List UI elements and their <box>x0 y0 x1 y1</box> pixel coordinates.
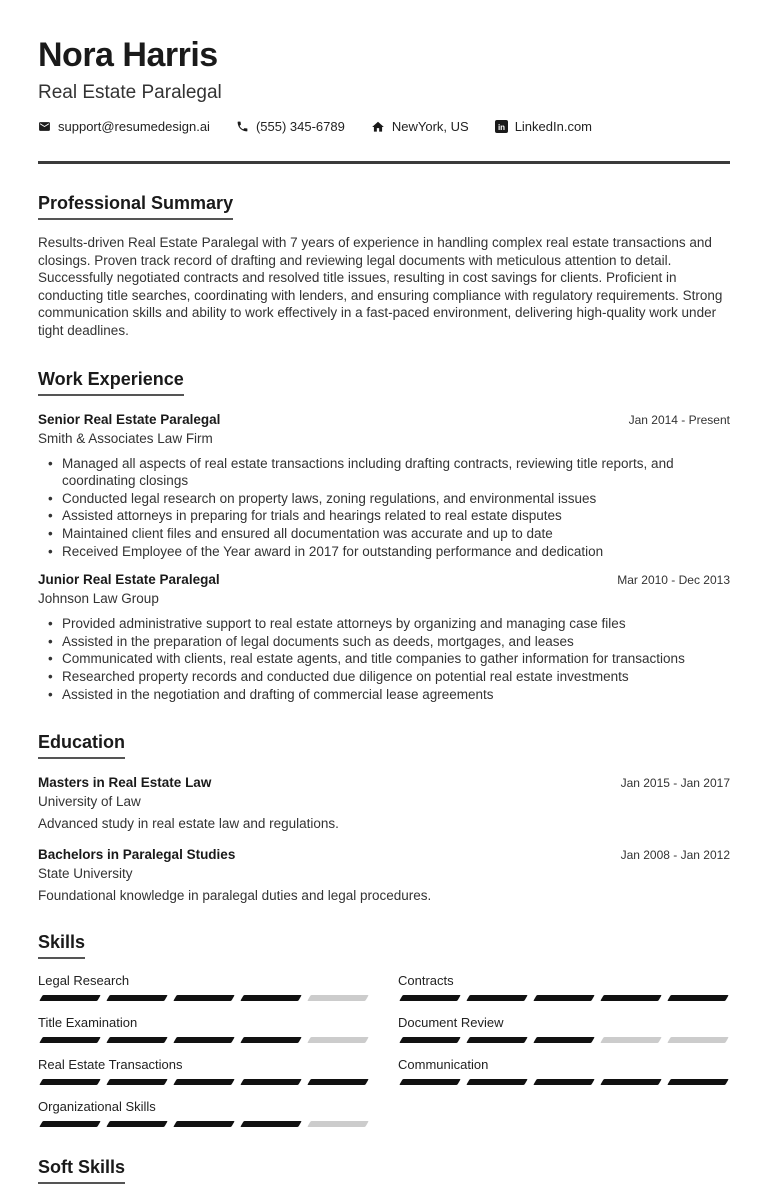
job-head <box>38 412 730 427</box>
contact-location <box>371 119 469 134</box>
job-bullet: • Assisted in the preparation of legal documents such as deeds, mortgages, and leases <box>38 633 730 651</box>
job-bullet: • Assisted in the negotiation and drafting of commercial lease agreements <box>38 686 730 704</box>
skill-bar-segment <box>106 995 167 1001</box>
job-bullet: • Received Employee of the Year award in 2017 for outstanding performance and dedication <box>38 543 730 561</box>
skill-bar-segment <box>240 995 301 1001</box>
job-bullet: • Maintained client files and ensured all documentation was accurate and up to date <box>38 525 730 543</box>
education-degree: Masters in Real Estate Law <box>38 775 212 791</box>
skill-bar <box>38 1037 370 1043</box>
job-bullet: • Managed all aspects of real estate transactions including drafting contracts, reviewing title reports, and coordinating closings <box>38 455 730 490</box>
skill-bar <box>398 1037 730 1043</box>
education-entry <box>38 847 730 903</box>
contact-email-text: support@resumedesign.ai <box>58 119 210 134</box>
contact-phone-text: (555) 345-6789 <box>255 119 345 134</box>
job-bullet: • Communicated with clients, real estate agents, and title companies to gather information for transactions <box>38 650 730 668</box>
person-job-title: Real Estate Paralegal <box>38 82 222 103</box>
education-dates: Jan 2008 - Jan 2012 <box>620 848 730 863</box>
section-work-experience <box>38 369 730 704</box>
skill-bar-segment <box>173 995 234 1001</box>
job-company: Johnson Law Group <box>38 591 159 607</box>
skill-bar <box>38 1121 370 1127</box>
skill-name: Communication <box>398 1057 489 1073</box>
skill-bar-segment <box>307 1079 368 1085</box>
skill-name: Legal Research <box>38 973 130 989</box>
skill-bar-segment <box>533 1079 594 1085</box>
skill-item <box>398 1057 730 1085</box>
section-education <box>38 732 730 903</box>
skill-bar-segment <box>173 1037 234 1043</box>
home-icon <box>371 120 385 134</box>
job-entry <box>38 412 730 561</box>
education-description: Advanced study in real estate law and regulations. <box>38 816 339 832</box>
skill-bar-segment <box>399 1037 460 1043</box>
skill-bar-segment <box>240 1037 301 1043</box>
skill-item <box>398 1015 730 1043</box>
skill-bar-segment <box>240 1121 301 1127</box>
job-title: Senior Real Estate Paralegal <box>38 411 221 427</box>
skill-name: Real Estate Transactions <box>38 1057 183 1073</box>
skill-bar-segment <box>173 1121 234 1127</box>
contact-linkedin-text: LinkedIn.com <box>514 119 593 134</box>
skill-bar-segment <box>600 1079 661 1085</box>
phone-icon <box>236 120 249 133</box>
skill-bar-segment <box>466 1037 527 1043</box>
section-heading-education: Education <box>38 732 125 759</box>
skill-item <box>398 973 730 1001</box>
skill-bar-segment <box>466 1079 527 1085</box>
skill-name: Document Review <box>398 1015 504 1031</box>
skill-name: Organizational Skills <box>38 1099 156 1115</box>
section-soft-skills <box>38 1157 730 1184</box>
job-bullet: • Conducted legal research on property laws, zoning regulations, and environmental issues <box>38 490 730 508</box>
section-professional-summary <box>38 193 730 340</box>
education-description: Foundational knowledge in paralegal duties and legal procedures. <box>38 888 432 904</box>
contact-phone[interactable] <box>236 119 345 134</box>
skill-bar-segment <box>533 1037 594 1043</box>
job-bullet: • Researched property records and conducted due diligence on potential real estate investments <box>38 668 730 686</box>
education-degree: Bachelors in Paralegal Studies <box>38 847 236 863</box>
education-school: University of Law <box>38 794 141 810</box>
skill-bar-segment <box>600 995 661 1001</box>
section-heading-professional-summary: Professional Summary <box>38 193 233 220</box>
header-divider <box>38 161 730 164</box>
job-entry <box>38 572 730 703</box>
section-heading-skills: Skills <box>38 932 85 959</box>
skill-bar-segment <box>667 1079 728 1085</box>
svg-text:in: in <box>497 123 505 132</box>
job-bullets <box>38 455 730 561</box>
skill-bar-segment <box>667 1037 728 1043</box>
skill-bar <box>398 1079 730 1085</box>
skill-bar-segment <box>173 1079 234 1085</box>
skill-bar-segment <box>106 1037 167 1043</box>
skill-name: Title Examination <box>38 1015 138 1031</box>
skill-name: Contracts <box>398 973 454 989</box>
job-head <box>38 572 730 587</box>
section-skills <box>38 932 730 1127</box>
education-school: State University <box>38 866 133 882</box>
job-bullets <box>38 615 730 703</box>
skill-item <box>38 1099 370 1127</box>
education-dates: Jan 2015 - Jan 2017 <box>620 776 730 791</box>
skill-bar-segment <box>466 995 527 1001</box>
skill-bar-segment <box>106 1121 167 1127</box>
skill-bar-segment <box>240 1079 301 1085</box>
contact-location-text: NewYork, US <box>391 119 469 134</box>
skill-bar-segment <box>307 995 368 1001</box>
skill-item <box>38 1057 370 1085</box>
job-dates: Jan 2014 - Present <box>628 412 730 427</box>
skill-bar-segment <box>39 1037 100 1043</box>
skill-bar-segment <box>399 1079 460 1085</box>
job-dates: Mar 2010 - Dec 2013 <box>617 573 730 588</box>
person-name: Nora Harris <box>38 36 218 74</box>
resume-header <box>38 36 730 134</box>
section-heading-work-experience: Work Experience <box>38 369 184 396</box>
education-head <box>38 847 730 862</box>
skill-item <box>38 1015 370 1043</box>
skill-bar-segment <box>533 995 594 1001</box>
education-entry <box>38 775 730 831</box>
job-company: Smith & Associates Law Firm <box>38 430 213 446</box>
skill-bar-segment <box>307 1037 368 1043</box>
skill-bar <box>398 995 730 1001</box>
skill-bar <box>38 995 370 1001</box>
skill-bar-segment <box>307 1121 368 1127</box>
skill-bar-segment <box>399 995 460 1001</box>
job-bullet: • Assisted attorneys in preparing for trials and hearings related to real estate disputes <box>38 507 730 525</box>
summary-text: Results-driven Real Estate Paralegal with 7 years of experience in handling complex real estate transactions and closings. Proven track record of drafting and reviewing legal documents with meticulous attention to detail. Successfully negotiated contracts and resolved title issues, resulting in cost savings for clients. Proficient in conducting title searches, coordinating with lenders, and ensuring compliance with regulatory requirements. Strong communication skills and ability to work effectively in a fast-paced environment, delivering high-quality work under tight deadlines. <box>38 235 723 338</box>
skill-bar-segment <box>667 995 728 1001</box>
skill-bar-segment <box>39 1121 100 1127</box>
skill-bar <box>38 1079 370 1085</box>
contact-linkedin[interactable] <box>495 119 592 134</box>
contact-email[interactable] <box>38 119 210 134</box>
skill-item <box>38 973 370 1001</box>
skills-grid <box>38 973 730 1127</box>
section-heading-soft-skills: Soft Skills <box>38 1157 125 1184</box>
skill-bar-segment <box>39 995 100 1001</box>
contact-row <box>38 119 730 134</box>
skill-bar-segment <box>39 1079 100 1085</box>
education-head <box>38 775 730 790</box>
job-title: Junior Real Estate Paralegal <box>38 572 220 588</box>
job-bullet: • Provided administrative support to real estate attorneys by organizing and managing case files <box>38 615 730 633</box>
skill-bar-segment <box>600 1037 661 1043</box>
linkedin-icon <box>495 120 508 133</box>
email-icon <box>38 120 51 133</box>
skill-bar-segment <box>106 1079 167 1085</box>
